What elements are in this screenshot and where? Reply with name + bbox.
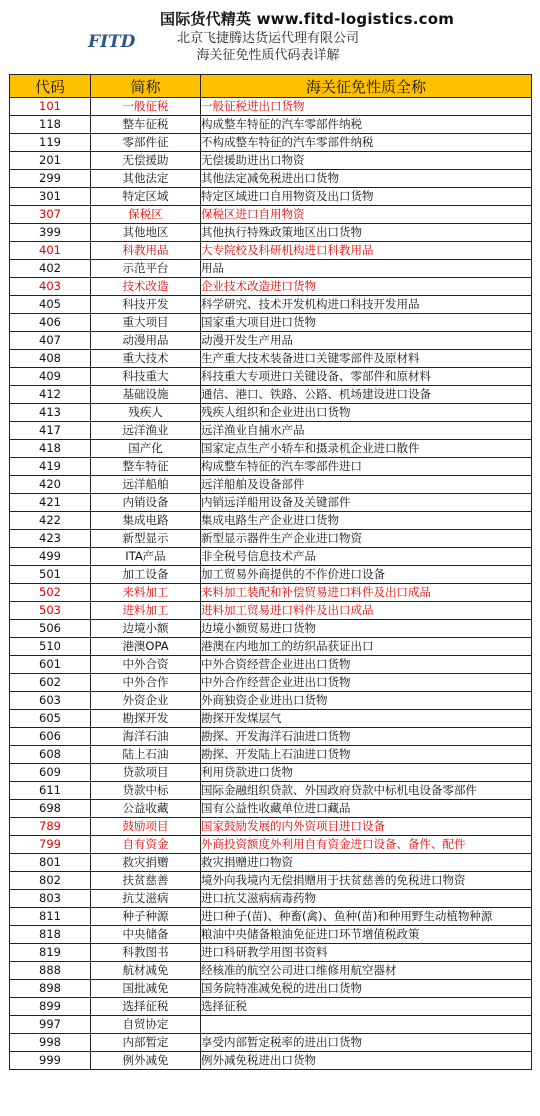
fullname-cell: 无偿援助进出口物资 xyxy=(201,152,532,170)
abbr-cell: 例外减免 xyxy=(91,1052,201,1070)
fullname-cell: 救灾捐赠进口物资 xyxy=(201,854,532,872)
abbr-cell: 公益收藏 xyxy=(91,800,201,818)
code-cell: 601 xyxy=(10,656,91,674)
code-cell: 503 xyxy=(10,602,91,620)
abbr-cell: 无偿援助 xyxy=(91,152,201,170)
table-row xyxy=(10,260,532,278)
abbr-cell: 重大技术 xyxy=(91,350,201,368)
code-cell: 818 xyxy=(10,926,91,944)
code-cell: 799 xyxy=(10,836,91,854)
abbr-cell: 科技重大 xyxy=(91,368,201,386)
table-row xyxy=(10,476,532,494)
table-row xyxy=(10,296,532,314)
fullname-cell: 特定区域进口自用物资及出口货物 xyxy=(201,188,532,206)
fullname-cell: 境外向我境内无偿捐赠用于扶贫慈善的免税进口物资 xyxy=(201,872,532,890)
code-cell: 603 xyxy=(10,692,91,710)
code-cell: 802 xyxy=(10,872,91,890)
fullname-cell: 科技重大专项进口关键设备、零部件和原材料 xyxy=(201,368,532,386)
document-title: 海关征免性质代码表详解 xyxy=(196,48,340,63)
fullname-cell: 例外减免税进出口货物 xyxy=(201,1052,532,1070)
abbr-cell: 中央储备 xyxy=(91,926,201,944)
fullname-cell: 中外合资经营企业进出口货物 xyxy=(201,656,532,674)
table-row xyxy=(10,926,532,944)
code-cell: 402 xyxy=(10,260,91,278)
fullname-cell: 勘探开发煤层气 xyxy=(201,710,532,728)
abbr-cell: 边境小额 xyxy=(91,620,201,638)
website-banner: 国际货代精英 www.fitd-logistics.com xyxy=(160,10,455,28)
abbr-cell: 远洋船舶 xyxy=(91,476,201,494)
code-cell: 399 xyxy=(10,224,91,242)
code-cell: 510 xyxy=(10,638,91,656)
code-cell: 101 xyxy=(10,98,91,116)
code-cell: 418 xyxy=(10,440,91,458)
code-cell: 119 xyxy=(10,134,91,152)
code-cell: 611 xyxy=(10,782,91,800)
table-row xyxy=(10,1052,532,1070)
company-name: 北京飞捷腾达货运代理有限公司 xyxy=(176,31,359,46)
fullname-cell: 通信、港口、铁路、公路、机场建设进口设备 xyxy=(201,386,532,404)
code-cell: 417 xyxy=(10,422,91,440)
table-row xyxy=(10,152,532,170)
abbr-cell: 勘探开发 xyxy=(91,710,201,728)
abbr-cell: 贷款项目 xyxy=(91,764,201,782)
code-cell: 412 xyxy=(10,386,91,404)
fullname-cell: 新型显示器件生产企业进口物资 xyxy=(201,530,532,548)
code-cell: 499 xyxy=(10,548,91,566)
abbr-cell: 零部件征 xyxy=(91,134,201,152)
code-cell: 407 xyxy=(10,332,91,350)
abbr-cell: 远洋渔业 xyxy=(91,422,201,440)
fullname-cell: 远洋渔业自捕水产品 xyxy=(201,422,532,440)
table-row xyxy=(10,872,532,890)
code-cell: 419 xyxy=(10,458,91,476)
company-logo xyxy=(86,30,144,52)
abbr-cell: ITA产品 xyxy=(91,548,201,566)
fullname-cell: 享受内部暂定税率的进出口货物 xyxy=(201,1034,532,1052)
abbr-cell: 外资企业 xyxy=(91,692,201,710)
abbr-cell: 保税区 xyxy=(91,206,201,224)
code-cell: 307 xyxy=(10,206,91,224)
table-row xyxy=(10,620,532,638)
document-header xyxy=(0,0,540,74)
table-header-row xyxy=(10,75,532,98)
table-row xyxy=(10,692,532,710)
table-row xyxy=(10,836,532,854)
abbr-cell: 其他法定 xyxy=(91,170,201,188)
fullname-cell: 构成整车特征的汽车零部件纳税 xyxy=(201,116,532,134)
column-header-fullname: 海关征免性质全称 xyxy=(201,75,532,98)
abbr-cell: 科技开发 xyxy=(91,296,201,314)
table-row xyxy=(10,908,532,926)
abbr-cell: 国批减免 xyxy=(91,980,201,998)
table-body xyxy=(10,98,532,1070)
column-header-code: 代码 xyxy=(10,75,91,98)
code-cell: 803 xyxy=(10,890,91,908)
table-row xyxy=(10,116,532,134)
fullname-cell: 进料加工贸易进口料件及出口成品 xyxy=(201,602,532,620)
abbr-cell: 抗艾滋病 xyxy=(91,890,201,908)
table-row xyxy=(10,512,532,530)
fullname-cell: 用品 xyxy=(201,260,532,278)
table-row xyxy=(10,242,532,260)
fullname-cell: 利用贷款进口货物 xyxy=(201,764,532,782)
table-row xyxy=(10,170,532,188)
code-cell: 999 xyxy=(10,1052,91,1070)
table-row xyxy=(10,386,532,404)
abbr-cell: 自有资金 xyxy=(91,836,201,854)
table-row xyxy=(10,350,532,368)
abbr-cell: 加工设备 xyxy=(91,566,201,584)
table-row xyxy=(10,458,532,476)
code-cell: 501 xyxy=(10,566,91,584)
table-row xyxy=(10,206,532,224)
code-cell: 406 xyxy=(10,314,91,332)
code-cell: 423 xyxy=(10,530,91,548)
table-row xyxy=(10,818,532,836)
fullname-cell: 国有公益性收藏单位进口藏品 xyxy=(201,800,532,818)
column-header-abbr: 简称 xyxy=(91,75,201,98)
code-cell: 811 xyxy=(10,908,91,926)
code-cell: 502 xyxy=(10,584,91,602)
table-row xyxy=(10,890,532,908)
abbr-cell: 科教用品 xyxy=(91,242,201,260)
table-row xyxy=(10,314,532,332)
fullname-cell: 外商独资企业进出口货物 xyxy=(201,692,532,710)
fullname-cell: 边境小额贸易进口货物 xyxy=(201,620,532,638)
fullname-cell: 动漫开发生产用品 xyxy=(201,332,532,350)
table-row xyxy=(10,782,532,800)
abbr-cell: 集成电路 xyxy=(91,512,201,530)
abbr-cell: 自贸协定 xyxy=(91,1016,201,1034)
abbr-cell: 中外合作 xyxy=(91,674,201,692)
table-row xyxy=(10,944,532,962)
table-row xyxy=(10,980,532,998)
code-cell: 409 xyxy=(10,368,91,386)
table-row xyxy=(10,638,532,656)
abbr-cell: 内部暂定 xyxy=(91,1034,201,1052)
table-row xyxy=(10,134,532,152)
table-row xyxy=(10,368,532,386)
fullname-cell: 粮油中央储备粮油免征进口环节增值税政策 xyxy=(201,926,532,944)
abbr-cell: 国产化 xyxy=(91,440,201,458)
abbr-cell: 扶贫慈善 xyxy=(91,872,201,890)
abbr-cell: 内销设备 xyxy=(91,494,201,512)
table-row xyxy=(10,854,532,872)
abbr-cell: 动漫用品 xyxy=(91,332,201,350)
fullname-cell: 勘探、开发海洋石油进口货物 xyxy=(201,728,532,746)
fullname-cell: 中外合作经营企业进出口货物 xyxy=(201,674,532,692)
table-row xyxy=(10,728,532,746)
fullname-cell: 外商投资额度外利用自有资金进口设备、备件、配件 xyxy=(201,836,532,854)
fullname-cell: 经核准的航空公司进口维修用航空器材 xyxy=(201,962,532,980)
abbr-cell: 科教图书 xyxy=(91,944,201,962)
code-cell: 602 xyxy=(10,674,91,692)
table-row xyxy=(10,710,532,728)
abbr-cell: 海洋石油 xyxy=(91,728,201,746)
code-cell: 998 xyxy=(10,1034,91,1052)
table-row xyxy=(10,278,532,296)
fullname-cell: 国际金融组织贷款、外国政府贷款中标机电设备零部件 xyxy=(201,782,532,800)
fullname-cell: 来料加工装配和补偿贸易进口料件及出口成品 xyxy=(201,584,532,602)
fullname-cell: 残疾人组织和企业进出口货物 xyxy=(201,404,532,422)
table-row xyxy=(10,1016,532,1034)
table-row xyxy=(10,224,532,242)
table-row xyxy=(10,998,532,1016)
fullname-cell xyxy=(201,1016,532,1034)
abbr-cell: 技术改造 xyxy=(91,278,201,296)
code-cell: 413 xyxy=(10,404,91,422)
code-cell: 420 xyxy=(10,476,91,494)
fullname-cell: 不构成整车特征的汽车零部件纳税 xyxy=(201,134,532,152)
fullname-cell: 科学研究、技术开发机构进口科技开发用品 xyxy=(201,296,532,314)
code-cell: 698 xyxy=(10,800,91,818)
abbr-cell: 贷款中标 xyxy=(91,782,201,800)
fullname-cell: 集成电路生产企业进口货物 xyxy=(201,512,532,530)
duty-code-table xyxy=(9,74,532,1070)
code-cell: 789 xyxy=(10,818,91,836)
fullname-cell: 其他法定减免税进出口货物 xyxy=(201,170,532,188)
table-row xyxy=(10,746,532,764)
code-cell: 899 xyxy=(10,998,91,1016)
abbr-cell: 救灾捐赠 xyxy=(91,854,201,872)
abbr-cell: 一般征税 xyxy=(91,98,201,116)
fullname-cell: 保税区进口自用物资 xyxy=(201,206,532,224)
fullname-cell: 大专院校及科研机构进口科教用品 xyxy=(201,242,532,260)
table-row xyxy=(10,98,532,116)
code-cell: 506 xyxy=(10,620,91,638)
table-row xyxy=(10,404,532,422)
fullname-cell: 其他执行特殊政策地区出口货物 xyxy=(201,224,532,242)
table-row xyxy=(10,422,532,440)
table-row xyxy=(10,584,532,602)
table-row xyxy=(10,494,532,512)
table-row xyxy=(10,674,532,692)
code-cell: 405 xyxy=(10,296,91,314)
abbr-cell: 新型显示 xyxy=(91,530,201,548)
fullname-cell: 生产重大技术装备进口关键零部件及原材料 xyxy=(201,350,532,368)
code-cell: 422 xyxy=(10,512,91,530)
code-cell: 605 xyxy=(10,710,91,728)
fullname-cell: 勘探、开发陆上石油进口货物 xyxy=(201,746,532,764)
code-cell: 421 xyxy=(10,494,91,512)
abbr-cell: 来料加工 xyxy=(91,584,201,602)
fullname-cell: 远洋船舶及设备部件 xyxy=(201,476,532,494)
fullname-cell: 国务院特准减免税的进出口货物 xyxy=(201,980,532,998)
code-cell: 403 xyxy=(10,278,91,296)
abbr-cell: 航材减免 xyxy=(91,962,201,980)
code-cell: 201 xyxy=(10,152,91,170)
code-cell: 401 xyxy=(10,242,91,260)
table-row xyxy=(10,656,532,674)
svg-text:FITD: FITD xyxy=(88,32,136,52)
code-cell: 609 xyxy=(10,764,91,782)
abbr-cell: 种子种源 xyxy=(91,908,201,926)
abbr-cell: 特定区域 xyxy=(91,188,201,206)
table-row xyxy=(10,440,532,458)
code-cell: 608 xyxy=(10,746,91,764)
table-row xyxy=(10,1034,532,1052)
table-row xyxy=(10,566,532,584)
abbr-cell: 整车特征 xyxy=(91,458,201,476)
abbr-cell: 重大项目 xyxy=(91,314,201,332)
fullname-cell: 国家定点生产小轿车和摄录机企业进口散件 xyxy=(201,440,532,458)
abbr-cell: 其他地区 xyxy=(91,224,201,242)
fullname-cell: 进口抗艾滋病病毒药物 xyxy=(201,890,532,908)
table-row xyxy=(10,800,532,818)
code-cell: 301 xyxy=(10,188,91,206)
fullname-cell: 国家重大项目进口货物 xyxy=(201,314,532,332)
code-cell: 898 xyxy=(10,980,91,998)
fullname-cell: 加工贸易外商提供的不作价进口设备 xyxy=(201,566,532,584)
table-row xyxy=(10,332,532,350)
table-row xyxy=(10,548,532,566)
table-row xyxy=(10,764,532,782)
table-row xyxy=(10,530,532,548)
code-cell: 606 xyxy=(10,728,91,746)
fullname-cell: 企业技术改造进口货物 xyxy=(201,278,532,296)
fullname-cell: 港澳在内地加工的纺织品获证出口 xyxy=(201,638,532,656)
code-cell: 408 xyxy=(10,350,91,368)
fullname-cell: 构成整车特征的汽车零部件进口 xyxy=(201,458,532,476)
fullname-cell: 进口种子(苗)、种畜(禽)、鱼种(苗)和种用野生动植物种源 xyxy=(201,908,532,926)
table-row xyxy=(10,188,532,206)
code-cell: 118 xyxy=(10,116,91,134)
fullname-cell: 内销远洋船用设备及关键部件 xyxy=(201,494,532,512)
code-cell: 819 xyxy=(10,944,91,962)
code-cell: 997 xyxy=(10,1016,91,1034)
abbr-cell: 整车征税 xyxy=(91,116,201,134)
abbr-cell: 基础设施 xyxy=(91,386,201,404)
fullname-cell: 进口科研教学用图书资料 xyxy=(201,944,532,962)
abbr-cell: 进料加工 xyxy=(91,602,201,620)
abbr-cell: 选择征税 xyxy=(91,998,201,1016)
fullname-cell: 非全税号信息技术产品 xyxy=(201,548,532,566)
code-cell: 801 xyxy=(10,854,91,872)
table-row xyxy=(10,962,532,980)
fullname-cell: 国家鼓励发展的内外资项目进口设备 xyxy=(201,818,532,836)
abbr-cell: 鼓励项目 xyxy=(91,818,201,836)
fullname-cell: 选择征税 xyxy=(201,998,532,1016)
abbr-cell: 陆上石油 xyxy=(91,746,201,764)
abbr-cell: 示范平台 xyxy=(91,260,201,278)
abbr-cell: 港澳OPA xyxy=(91,638,201,656)
table-row xyxy=(10,602,532,620)
abbr-cell: 残疾人 xyxy=(91,404,201,422)
fullname-cell: 一般征税进出口货物 xyxy=(201,98,532,116)
code-cell: 299 xyxy=(10,170,91,188)
abbr-cell: 中外合资 xyxy=(91,656,201,674)
code-cell: 888 xyxy=(10,962,91,980)
